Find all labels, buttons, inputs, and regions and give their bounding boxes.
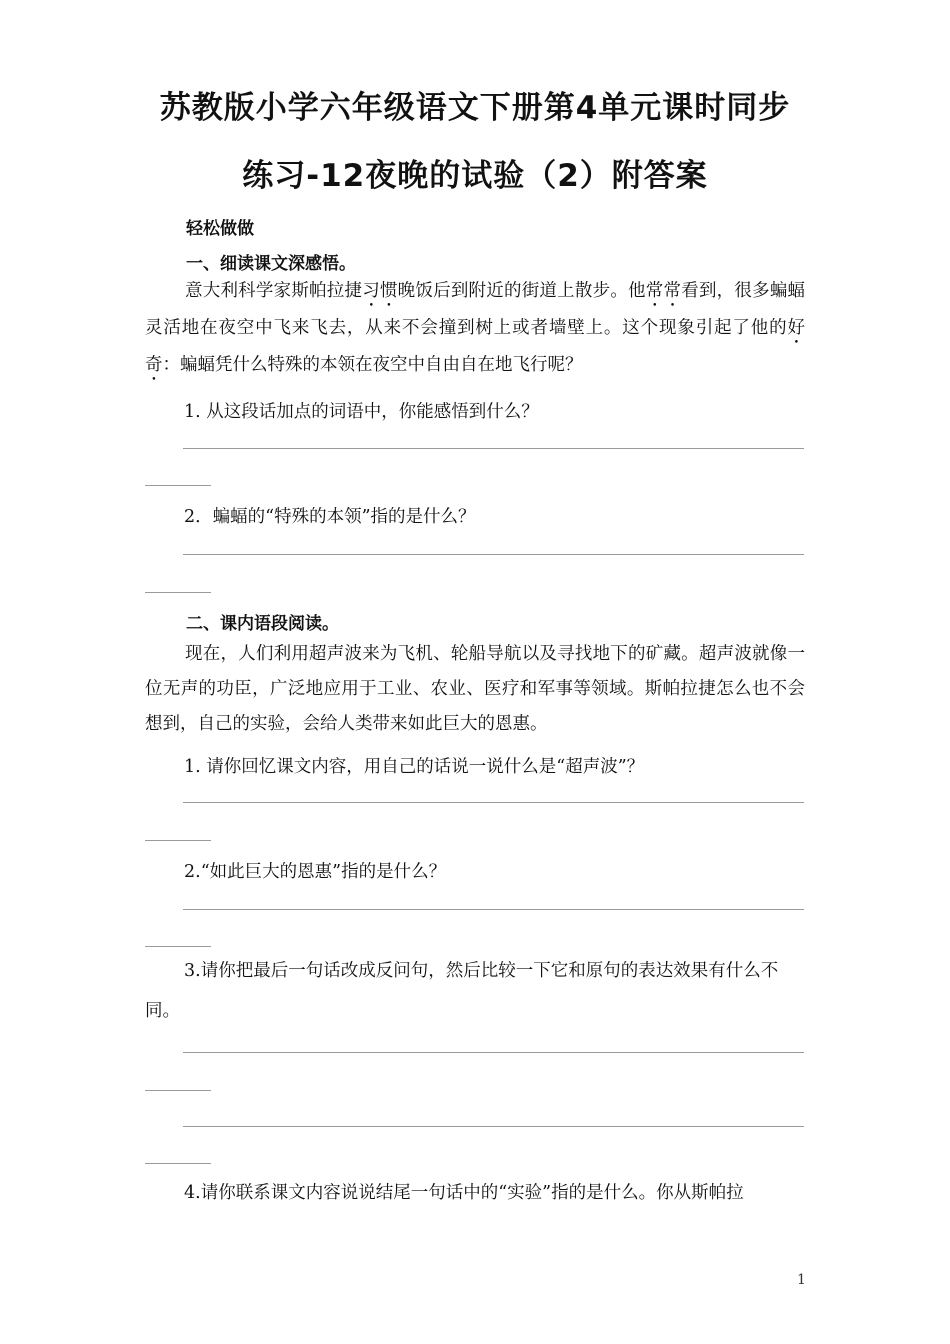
part1-question-1: 1. 从这段话加点的词语中，你能感悟到什么？ xyxy=(184,402,539,422)
page-number: 1 xyxy=(797,1272,806,1288)
passage-text: 看到，很多蝙蝠灵活地在夜空中飞来飞去，从来不会撞到树上或者墙壁上。这个现象引起了他的 xyxy=(145,281,806,338)
answer-line[interactable] xyxy=(183,802,804,803)
answer-line[interactable] xyxy=(183,1052,804,1053)
document-title-line-1: 苏教版小学六年级语文下册第4单元课时同步 xyxy=(159,90,791,126)
answer-line-end[interactable] xyxy=(145,485,211,486)
part2-question-1: 1. 请你回忆课文内容，用自己的话说一说什么是“超声波”？ xyxy=(184,757,645,777)
answer-line[interactable] xyxy=(183,1126,804,1127)
answer-line[interactable] xyxy=(183,448,804,449)
dotted-word-curious: 好奇 xyxy=(145,318,805,375)
part1-passage xyxy=(145,274,805,385)
part2-heading: 二、课内语段阅读。 xyxy=(186,614,339,634)
section-label: 轻松做做 xyxy=(186,219,254,239)
part2-passage: 现在，人们利用超声波来为飞机、轮船导航以及寻找地下的矿藏。超声波就像一位无声的功臣，广泛地应用于工业、农业、医疗和军事等领域。斯帕拉捷怎么也不会想到，自己的实验，会给人类带来如此巨大的恩惠。 xyxy=(145,644,805,734)
answer-line[interactable] xyxy=(183,554,804,555)
answer-line-end[interactable] xyxy=(145,840,211,841)
part1-heading: 一、细读课文深感悟。 xyxy=(186,254,356,274)
answer-line-end[interactable] xyxy=(145,592,211,593)
part1-question-2: 2．蝙蝠的“特殊的本领”指的是什么？ xyxy=(184,507,476,527)
answer-line-end[interactable] xyxy=(145,1163,211,1164)
passage-text: ：蝙蝠凭什么特殊的本领在夜空中自由自在地飞行呢？ xyxy=(162,355,583,375)
part2-question-3: 3.请你把最后一句话改成反问句，然后比较一下它和原句的表达效果有什么不同。 xyxy=(145,961,779,1021)
part2-question-2: 2.“如此巨大的恩惠”指的是什么？ xyxy=(184,862,447,882)
answer-line-end[interactable] xyxy=(145,1090,211,1091)
dotted-word-often: 常常 xyxy=(645,281,682,301)
document-title-line-2: 练习-12夜晚的试验（2）附答案 xyxy=(242,158,708,194)
answer-line-end[interactable] xyxy=(145,946,211,947)
part2-question-4: 4.请你联系课文内容说说结尾一句话中的“实验”指的是什么。你从斯帕拉 xyxy=(184,1183,744,1203)
passage-text: 晚饭后到附近的街道上散步。他 xyxy=(397,281,646,301)
answer-line[interactable] xyxy=(183,909,804,910)
dotted-word-habit: 习惯 xyxy=(362,281,398,301)
passage-text: 意大利科学家斯帕拉捷 xyxy=(185,281,363,301)
